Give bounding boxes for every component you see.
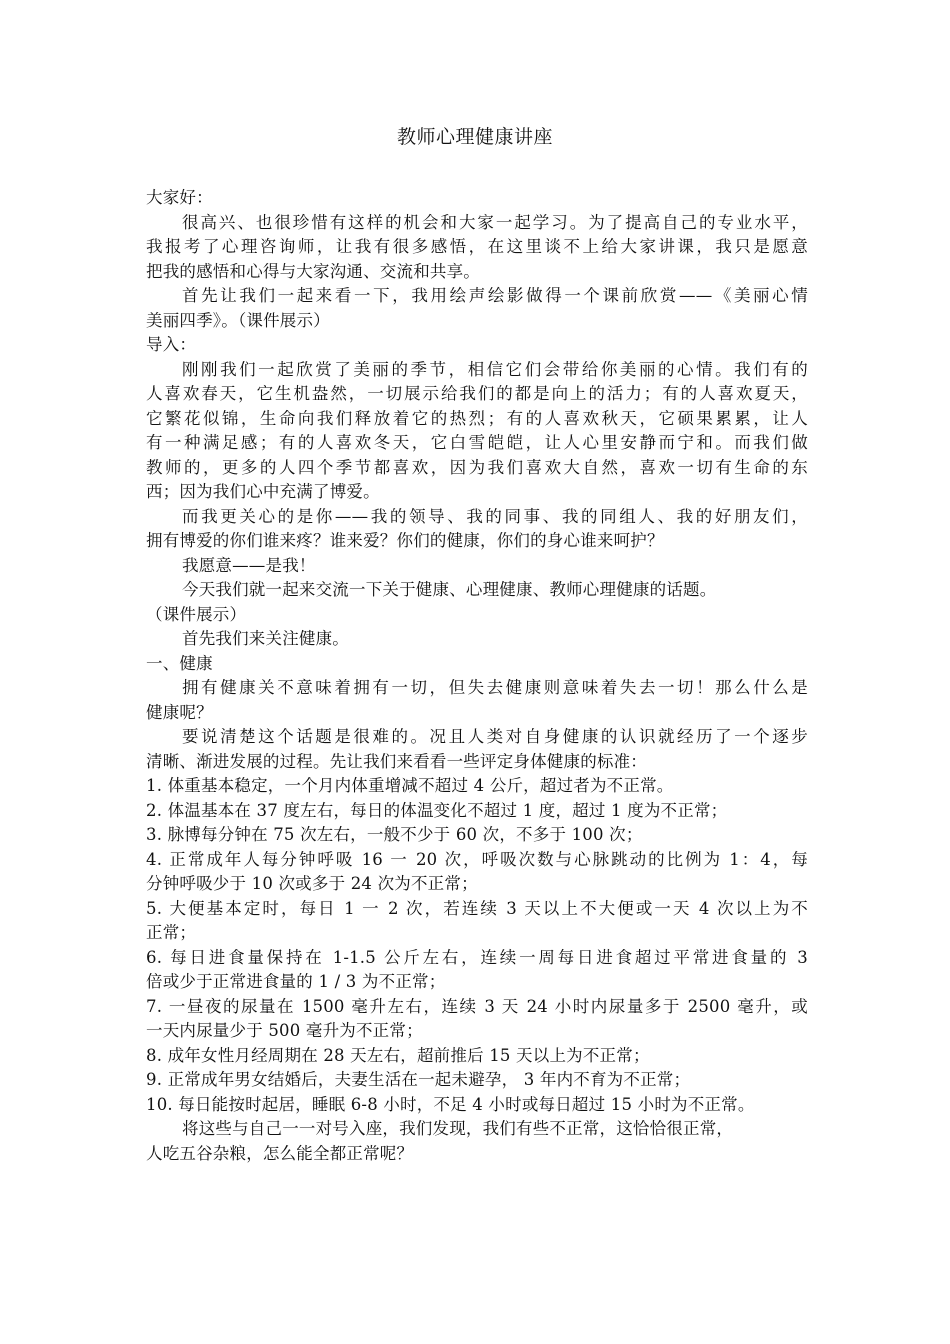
text-line: 健康呢？	[146, 702, 213, 722]
text-line: （课件展示）	[146, 604, 247, 624]
text-line: 分钟呼吸少于 10 次或多于 24 次为不正常；	[146, 874, 478, 893]
text-line: 6. 每日进食量保持在 1-1.5 公斤左右，连续一周每日进食超过平常进食量的 3	[146, 947, 808, 967]
text-line: 1. 体重基本稳定，一个月内体重增减不超过 4 公斤，超过者为不正常。	[146, 776, 674, 795]
text-line: 首先让我们一起来看一下，我用绘声绘影做得一个课前欣赏——《美丽心情	[182, 286, 808, 305]
text-line: 人吃五谷杂粮，怎么能全都正常呢？	[146, 1143, 414, 1163]
document-body	[146, 186, 808, 1166]
text-line: 10. 每日能按时起居，睡眠 6-8 小时，不足 4 小时或每日超过 15 小时为不正常。	[146, 1094, 755, 1114]
text-line: 一、健康	[146, 653, 213, 673]
text-line: 拥有健康关不意味着拥有一切，但失去健康则意味着失去一切！那么什么是	[182, 678, 808, 697]
text-line: 2. 体温基本在 37 度左右，每日的体温变化不超过 1 度，超过 1 度为不正常；	[146, 800, 728, 820]
text-line: 而我更关心的是你——我的领导、我的同事、我的同组人、我的好朋友们，	[182, 506, 808, 526]
text-line: 5. 大便基本定时，每日 1 一 2 次，若连续 3 天以上不大便或一天 4 次以上为不	[146, 898, 808, 918]
text-line: 一天内尿量少于 500 毫升为不正常；	[146, 1021, 423, 1040]
text-line: 刚刚我们一起欣赏了美丽的季节，相信它们会带给你美丽的心情。我们有的	[182, 359, 808, 379]
text-line: 它繁花似锦，生命向我们释放着它的热烈；有的人喜欢秋天，它硕果累累，让人	[146, 408, 808, 428]
document-title: 教师心理健康讲座	[396, 126, 553, 148]
text-line: 将这些与自己一一对号入座，我们发现，我们有些不正常，这恰恰很正常，	[182, 1119, 734, 1138]
text-line: 我愿意——是我！	[182, 555, 316, 575]
text-line: 今天我们就一起来交流一下关于健康、心理健康、教师心理健康的话题。	[182, 580, 717, 599]
text-line: 导入：	[146, 335, 197, 354]
text-line: 拥有博爱的你们谁来疼？谁来爱？你们的健康，你们的身心谁来呵护？	[146, 531, 664, 550]
text-line: 人喜欢春天，它生机盎然，一切展示给我们的都是向上的活力；有的人喜欢夏天，	[146, 384, 808, 403]
text-line: 7. 一昼夜的尿量在 1500 毫升左右，连续 3 天 24 小时内尿量多于 2500 毫升，或	[146, 996, 808, 1016]
text-line: 教师的，更多的人四个季节都喜欢，因为我们喜欢大自然，喜欢一切有生命的东	[146, 457, 808, 477]
text-line: 9. 正常成年男女结婚后，夫妻生活在一起未避孕， 3 年内不育为不正常；	[146, 1070, 691, 1089]
text-line: 美丽四季》。（课件展示）	[146, 310, 330, 330]
text-line: 有一种满足感；有的人喜欢冬天，它白雪皑皑，让人心里安静而宁和。而我们做	[146, 433, 808, 452]
text-line: 很高兴、也很珍惜有这样的机会和大家一起学习。为了提高自己的专业水平，	[182, 212, 808, 232]
text-line: 要说清楚这个话题是很难的。况且人类对自身健康的认识就经历了一个逐步	[182, 727, 808, 746]
text-line: 西；因为我们心中充满了博爱。	[146, 482, 380, 501]
text-line: 3. 脉博每分钟在 75 次左右，一般不少于 60 次，不多于 100 次；	[146, 825, 643, 844]
text-line: 倍或少于正常进食量的 1 / 3 为不正常；	[146, 972, 446, 991]
text-line: 首先我们来关注健康。	[182, 629, 349, 648]
text-line: 清晰、渐进发展的过程。先让我们来看看一些评定身体健康的标准：	[146, 751, 647, 771]
text-line: 我报考了心理咨询师，让我有很多感悟，在这里谈不上给大家讲课，我只是愿意	[146, 237, 808, 256]
text-line: 大家好：	[146, 188, 213, 207]
text-line: 4. 正常成年人每分钟呼吸 16 一 20 次，呼吸次数与心脉跳动的比例为 1：4，每	[146, 849, 808, 869]
text-line: 8. 成年女性月经周期在 28 天左右，超前推后 15 天以上为不正常；	[146, 1045, 650, 1065]
text-line: 正常；	[146, 923, 197, 942]
text-line: 把我的感悟和心得与大家沟通、交流和共享。	[146, 261, 480, 281]
